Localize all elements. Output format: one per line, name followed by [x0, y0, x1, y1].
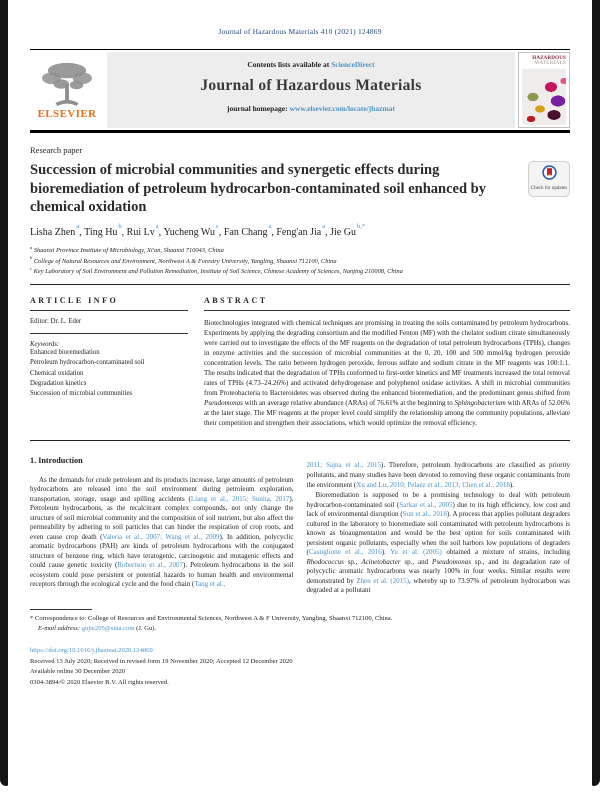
affiliation: $^b$ College of Natural Resources and Environment, Northwest A & Forestry University, Yangling, Shaanxi 712100, China [30, 255, 337, 265]
paragraph: 2011; Sajna et al., 2015). Therefore, petroleum hydrocarbons are classified as priority pollutants, and many studies have been devoted to removing these organic contaminants from the environment (Xu and Lu, 2010; Pelaez et al., 2013; Chen et al., 2018). [306, 461, 570, 489]
masthead [30, 49, 570, 133]
available-online: Available online 30 December 2020 [30, 668, 126, 676]
citation-link[interactable]: Zhen et al. (2015) [356, 576, 410, 585]
author[interactable]: Ting Hu$^b$ , [84, 227, 127, 238]
elsevier-tree-icon [38, 61, 96, 107]
citation-link[interactable]: Robertson et al., 2007 [117, 561, 183, 570]
citation-link[interactable]: Sarkar et al., 2005 [399, 500, 453, 509]
citation-link[interactable]: Xu and Lu, 2010; Pelaez et al., 2013; Chen et al., 2018 [356, 480, 510, 489]
cover-title: HAZARDOUS MATERIALS [532, 56, 566, 67]
sciencedirect-link[interactable]: ScienceDirect [331, 60, 375, 69]
journal-reference: Journal of Hazardous Materials 410 (2021) 124869 [218, 27, 382, 36]
page-edge-left [0, 0, 8, 786]
journal-homepage-link[interactable]: www.elsevier.com/locate/jhazmat [289, 104, 396, 113]
crossmark-icon [542, 165, 557, 180]
affiliation-list [30, 245, 570, 277]
copyright-line: 0304-3894/© 2020 Elsevier B.V. All rights reserved. [30, 678, 169, 686]
meta-section [30, 285, 570, 441]
citation-link[interactable]: Yu et al. (2005) [390, 548, 442, 557]
article-info-section [30, 296, 188, 428]
check-for-updates-label: Check for updates [530, 186, 568, 191]
author[interactable]: Lisha Zhen$^a$ , [30, 227, 84, 238]
author[interactable]: Jie $Gu^{b,*}$ [330, 222, 366, 238]
body-column-right [307, 453, 571, 595]
abstract-heading: ABSTRACT [204, 296, 570, 311]
journal-title: Journal of Hazardous Materials [200, 77, 422, 94]
title-row [30, 161, 570, 217]
article-footer [30, 646, 570, 688]
citation-link[interactable]: Liang et al., 2015; Sunita, 2017 [190, 494, 290, 503]
paper-title: Succession of microbial communities and synergetic effects during bioremediation of petroleum hydrocarbon-contaminated soil enhanced by chemical oxidation [30, 162, 486, 216]
keyword: Petroleum hydrocarbon-contaminated soil [30, 359, 145, 367]
homepage-label: journal homepage: [226, 104, 288, 113]
page-edge-right [592, 0, 600, 786]
keywords-label: Keywords: [30, 341, 60, 349]
article-type-label: Research paper [30, 145, 83, 155]
contents-line [107, 60, 515, 69]
paragraph: As the demands for crude petroleum and its products increase, large amounts of petroleum hydrocarbons are released into the soil environment during petroleum exploration, transportation, storage, usage and spilling accidents (Liang et al., 2015; Sunita, 2017). Petroleum hydrocarbons, as the recalcitrant complex compounds, not only change the structure of soil microbial community and the composition of soil nutrient, but also affect the permeability by adhering to soil particles that can hinder the respiration of crop roots, and even cause crop death (Valeria et al., 2007; Wang et al., 2009). In addition, polycyclic aromatic hydrocarbons (PAH) are kinds of petroleum hydrocarbons with the conjugated structure of benzene ring, which have teratogenic, carcinogenic and mutagenic effects and could cause genetic toxicity (Robertson et al., 2007). Petroleum hydrocarbons in the soil ecosystem could pose persistent or potential hazards to human health and environmental receptors through the ecological cycle and the food chain (Tang et al., [30, 475, 294, 589]
citation-link[interactable]: Valeria et al., 2007; Wang et al., 2009 [102, 532, 220, 541]
keyword: Chemical oxidation [30, 369, 84, 377]
citation-link[interactable]: Castiglione et al., 2016 [308, 548, 382, 557]
author[interactable]: Fan Chang$^a$ , [224, 227, 277, 238]
email-line [30, 624, 570, 634]
body-text [30, 453, 570, 595]
abstract-text: Biotechnologies integrated with chemical techniques are promising in treating the soils contaminated by petroleum hydrocarbons. Experiments by applying the degrading consortium and the modified Fenton (MF) with the chelator sodium citrate simultaneously were carried out to investigate the effects of the MF reagents on the degradation of total petroleum hydrocarbons (TPHs), changes in enzyme activities and the succession of microbial communities at the 0, 20, 100 and 500 mmol/kg hydrogen peroxide concentration levels. The ratio between hydrogen peroxide, ferrous sulfate and sodium citrate in the MF reagents was 100:1:1. The results indicated that the degradation of TPHs conformed to first-order kinetics and MF treatments increased the total removal rates of TPHs (4.73–24.26%) and activated dehydrogenase and polyphenol oxidase activities. A shift in microbial communities from Proteobacteria to Bacteroidetes was observed during the enhanced bioremediation, and the predominant genus shifted from Pseudomonas with an average relative abundance (ARAs) of 76.61% at the beginning to Sphingobacterium with ARAs of 52.06% at the later stage. The MF reagents at the proper level could simplify the relationship among the community populations, alleviate their competition and strengthen their associations, which would optimize the removal efficiency. [204, 319, 570, 427]
email-suffix: (J. Gu). [136, 624, 157, 632]
homepage-line [107, 104, 515, 113]
contents-lists-text: Contents lists available at [247, 60, 330, 69]
affiliation: $^a$ Shaanxi Province Institute of Microbiology, Xi'an, Shaanxi 710043, China [30, 244, 224, 255]
elsevier-logo [30, 52, 104, 128]
citation-link[interactable]: Tang et al., [194, 580, 226, 589]
correspondence-footnote [30, 609, 570, 634]
correspondence-line: * Correspondence to: College of Resources and Environmental Sciences, Northwest A & F University, Yangling, Shaanxi 712100, China. [30, 614, 393, 622]
keyword: Degradation kinetics [30, 379, 87, 387]
doi-link[interactable]: https://doi.org/10.1016/j.jhazmat.2020.124869 [30, 647, 153, 655]
paragraph: Bioremediation is supposed to be a promising technology to deal with petroleum hydrocarbon-contaminated soil (Sarkar et al., 2005) due to its high efficiency, low cost and lack of environmental disruption (Sun et al., 2018). A process that applies pollutant degraders cultured in the laboratory to bioremediate soil contaminated with petroleum hydrocarbons is known as bioaugmentation and would be the best option for soils contaminated with persistent organic pollutants, especially when the soil harbors low populations of degraders (Castiglione et al., 2016). Yu et al. (2005) obtained a mixture of strains, including Rhodococcus sp., Acinetobacter sp., and Pseudomonas sp., and its degradation rate of polycyclic aromatic hydrocarbons was nearly 100% in four weeks. Similar results were demonstrated by Zhen et al. (2015), whereby up to 73.97% of petroleum hydrocarbon was degraded at a pollutant [306, 491, 571, 595]
author[interactable]: Rui Lv$^a$ , [127, 227, 164, 238]
elsevier-wordmark: ELSEVIER [37, 107, 97, 120]
masthead-center [107, 52, 515, 128]
keyword: Enhanced bioremediation [30, 349, 100, 357]
author[interactable]: Yucheng Wu$^c$ , [164, 227, 224, 238]
footnote-rule [30, 609, 92, 610]
email-label: E-mail address: [38, 624, 81, 632]
article-info-heading: ARTICLE INFO [30, 296, 188, 311]
page-content [30, 0, 570, 688]
check-for-updates-badge[interactable] [528, 161, 570, 197]
journal-cover-thumbnail [518, 52, 570, 128]
citation-link[interactable]: Sun et al., 2018 [402, 510, 447, 519]
received-dates: Received 13 July 2020; Received in revised form 19 November 2020; Accepted 12 December 2020 [30, 657, 293, 665]
abstract-section [204, 296, 570, 428]
body-column-left [30, 453, 294, 595]
author-list [30, 222, 570, 238]
author[interactable]: Feng'an Jia$^a$ , [276, 227, 330, 238]
cover-art-map [522, 69, 566, 126]
keyword: Succession of microbial communities [30, 389, 133, 397]
citation-link[interactable]: 2011; Sajna et al., 2015 [306, 461, 381, 470]
affiliation: $^c$ Key Laboratory of Soil Environment and Pollution Remediation, Institute of Soil Science, Chinese Academy of Sciences, Nanjing 210008, China [30, 266, 403, 276]
email-link[interactable]: gujie205@sina.com [81, 624, 135, 632]
section-heading-introduction: 1. Introduction [30, 456, 83, 466]
editor-line: Editor: Dr. L. Eder [30, 311, 188, 334]
